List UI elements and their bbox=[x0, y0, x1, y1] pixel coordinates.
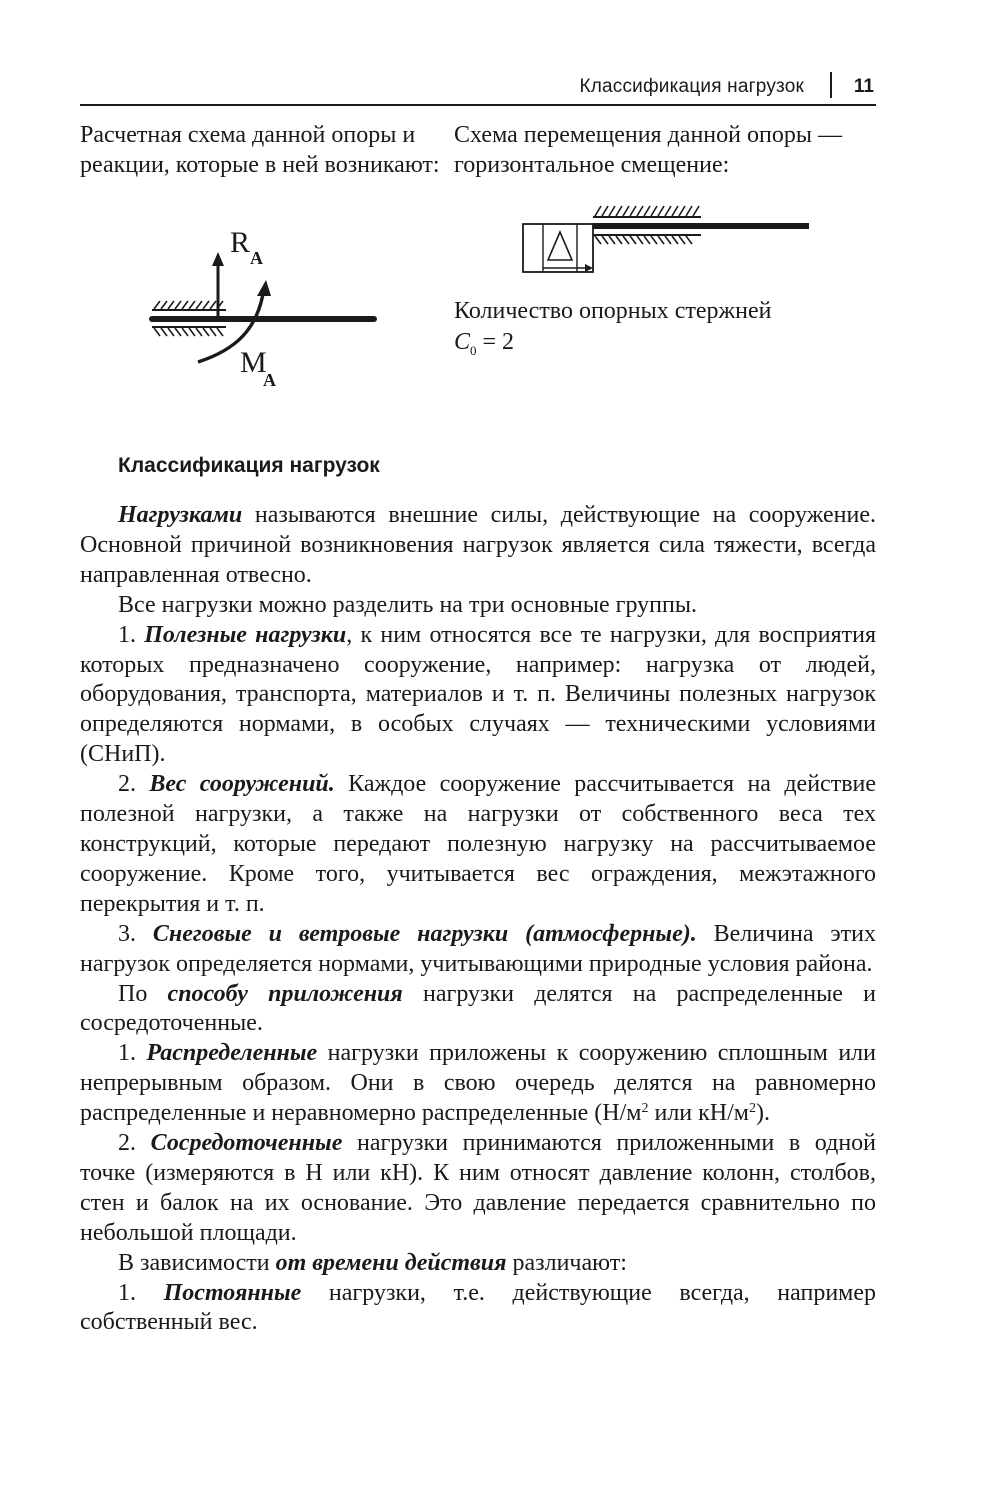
item-number: 3. bbox=[118, 920, 153, 947]
running-header-title: Классификация нагрузок bbox=[579, 76, 804, 97]
paragraph-8-text: нагрузки принимаются приложенными в одной точке (измеряются в Н или кН). К ним относят давление колонн, столбов, стен и балок на их основание. Это давление передается сравнительно по небольшой площади. bbox=[80, 1130, 877, 1246]
paragraph-7-mid: или кН/м bbox=[648, 1100, 749, 1127]
term-useful-loads: Полезные нагрузки bbox=[144, 621, 347, 648]
item-number: 2. bbox=[118, 771, 150, 798]
paragraph-4 bbox=[80, 770, 876, 920]
fixed-support-diagram bbox=[140, 222, 400, 402]
paragraph-1-text: называются внешние силы, действующие на сооружение. Основной причиной возникновения нагрузок является сила тяжести, всегда направленная отвесно. bbox=[80, 502, 876, 588]
paragraph-7-text: нагрузки приложены к сооружению сплошным или непрерывным образом. Они в свою очередь делятся на равномерно распределенные и неравномерно распределенные (Н/м bbox=[80, 1040, 877, 1127]
paragraph-6-text: нагрузки делятся на распределенные и сосредоточенные. bbox=[80, 980, 876, 1037]
running-header-separator bbox=[830, 72, 832, 98]
term-permanent: Постоянные bbox=[163, 1279, 302, 1306]
paragraph-7 bbox=[80, 1039, 876, 1129]
running-header bbox=[80, 68, 876, 108]
paragraph-3-text: , к ним относятся все те нагрузки, для восприятия которых предназначено сооружение, например: нагрузка от людей, оборудования, транспорта, материалов и т. п. Величины полезных нагрузок определяются нормами, в особых случаях — техническими условиями (СНиП). bbox=[80, 621, 877, 768]
support-rod-count bbox=[454, 296, 876, 366]
term-loads: Нагрузками bbox=[118, 502, 243, 528]
count-variable: C bbox=[454, 329, 471, 355]
superscript: 2 bbox=[641, 1101, 649, 1117]
paragraph-7-end: ). bbox=[755, 1100, 770, 1127]
support-rod-count-formula bbox=[454, 327, 876, 366]
header-rule bbox=[80, 104, 876, 106]
item-number: 1. bbox=[118, 1040, 147, 1067]
term-snow-wind-loads: Снеговые и ветровые нагрузки (атмосферные). bbox=[152, 920, 697, 947]
page-number: 11 bbox=[853, 76, 874, 97]
right-caption: Схема перемещения данной опоры — горизонтальное смещение: bbox=[454, 122, 842, 178]
item-number: 1. bbox=[118, 621, 145, 648]
paragraph-8 bbox=[80, 1129, 876, 1249]
term-concentrated: Сосредоточенные bbox=[150, 1130, 343, 1157]
paragraph-9-pre: В зависимости bbox=[118, 1249, 276, 1276]
superscript: 2 bbox=[748, 1101, 756, 1117]
count-equation: = 2 bbox=[476, 329, 515, 355]
paragraph-6-pre: По bbox=[118, 980, 168, 1007]
item-number: 1. bbox=[118, 1279, 164, 1306]
paragraph-9 bbox=[80, 1249, 876, 1279]
paragraph-2: Все нагрузки можно разделить на три основные группы. bbox=[118, 591, 697, 618]
support-rod-count-text: Количество опорных стержней bbox=[454, 298, 772, 324]
paragraph-3 bbox=[80, 621, 876, 771]
paragraph-4-text: Каждое сооружение рассчитывается на действие полезной нагрузки, а также на нагрузки от собственного веса тех конструкций, которые передают полезную нагрузку на рассчитываемое сооружение. Кроме того, учитывается вес ограждения, межэтажного перекрытия и т. п. bbox=[80, 771, 877, 917]
term-structure-weight: Вес сооружений. bbox=[149, 771, 335, 798]
left-column bbox=[80, 120, 452, 180]
paragraph-9-text: различают: bbox=[506, 1249, 627, 1276]
term-application-method: способу приложения bbox=[167, 980, 403, 1007]
paragraph-1 bbox=[80, 501, 876, 591]
paragraph-5 bbox=[80, 920, 876, 980]
reaction-label-r-sub: A bbox=[250, 248, 263, 268]
paragraph-5-text: Величина этих нагрузок определяется нормами, учитывающими природные условия района. bbox=[80, 920, 876, 977]
paragraph-10-text: нагрузки, т.е. действующие всегда, например собственный вес. bbox=[80, 1279, 876, 1336]
moment-label-m-sub: A bbox=[263, 370, 276, 390]
sliding-support-diagram bbox=[515, 198, 815, 278]
moment-label-m: M bbox=[240, 346, 267, 379]
body-text bbox=[80, 501, 876, 1338]
paragraph-6 bbox=[80, 980, 876, 1040]
term-distributed: Распределенные bbox=[146, 1040, 318, 1067]
reaction-label-r: R bbox=[230, 226, 251, 259]
paragraph-10 bbox=[80, 1279, 876, 1339]
section-heading: Классификация нагрузок bbox=[118, 454, 380, 477]
left-caption: Расчетная схема данной опоры и реакции, которые в ней возникают: bbox=[80, 122, 440, 178]
count-subscript: 0 bbox=[470, 342, 477, 358]
item-number: 2. bbox=[118, 1130, 151, 1157]
term-action-time: от времени действия bbox=[275, 1249, 507, 1276]
